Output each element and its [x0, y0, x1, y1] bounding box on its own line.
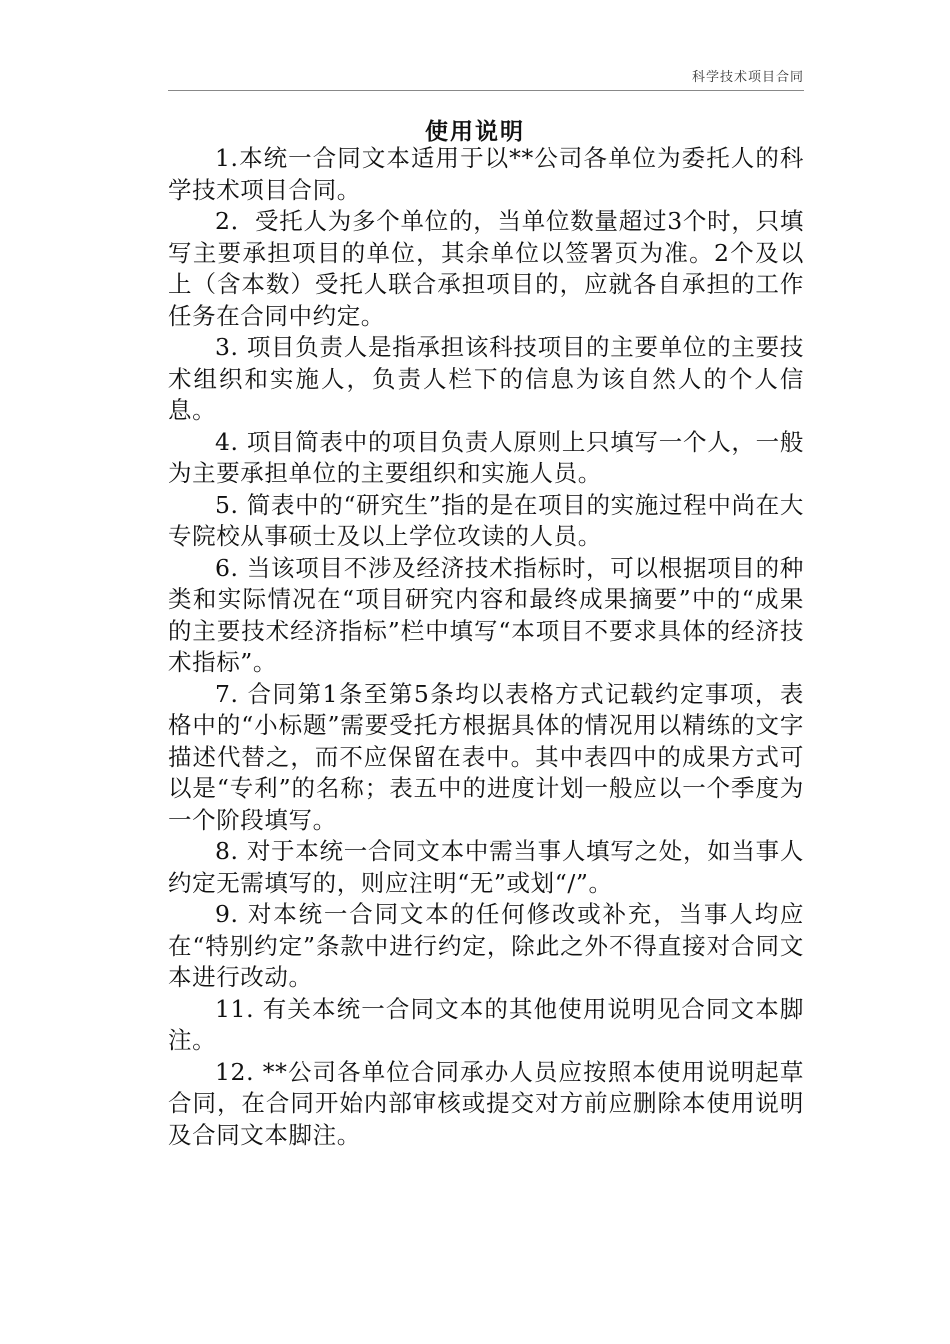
instruction-item-1: 1.本统一合同文本适用于以**公司各单位为委托人的科学技术项目合同。 [168, 144, 804, 204]
instruction-item-11: 11. 有关本统一合同文本的其他使用说明见合同文本脚注。 [168, 994, 804, 1054]
instruction-item-4: 4. 项目简表中的项目负责人原则上只填写一个人，一般为主要承担单位的主要组织和实施人员。 [168, 427, 804, 487]
instructions-body [168, 143, 804, 1151]
instruction-item-8: 8. 对于本统一合同文本中需当事人填写之处，如当事人约定无需填写的，则应注明“无”或划“/”。 [168, 837, 804, 897]
instruction-item-2: 2．受托人为多个单位的，当单位数量超过3个时，只填写主要承担项目的单位，其余单位以签署页为准。2个及以上（含本数）受托人联合承担项目的，应就各自承担的工作任务在合同中约定。 [168, 207, 804, 330]
page-title: 使用说明 [425, 118, 525, 145]
running-header: 科学技术项目合同 [691, 70, 804, 85]
instruction-item-6: 6. 当该项目不涉及经济技术指标时，可以根据项目的种类和实际情况在“项目研究内容和最终成果摘要”中的“成果的主要技术经济指标”栏中填写“本项目不要求具体的经济技术指标”。 [168, 553, 804, 676]
header-divider [168, 90, 804, 91]
instruction-item-12: 12. **公司各单位合同承办人员应按照本使用说明起草合同，在合同开始内部审核或提交对方前应删除本使用说明及合同文本脚注。 [168, 1057, 804, 1149]
instruction-item-3: 3. 项目负责人是指承担该科技项目的主要单位的主要技术组织和实施人，负责人栏下的信息为该自然人的个人信息。 [168, 333, 804, 424]
instruction-item-7: 7. 合同第1条至第5条均以表格方式记载约定事项，表格中的“小标题”需要受托方根据具体的情况用以精练的文字描述代替之，而不应保留在表中。其中表四中的成果方式可以是“专利”的名称；表五中的进度计划一般应以一个季度为一个阶段填写。 [168, 679, 804, 834]
instruction-item-9: 9. 对本统一合同文本的任何修改或补充，当事人均应在“特别约定”条款中进行约定，除此之外不得直接对合同文本进行改动。 [168, 900, 804, 991]
instruction-item-5: 5. 简表中的“研究生”指的是在项目的实施过程中尚在大专院校从事硕士及以上学位攻读的人员。 [168, 490, 804, 550]
